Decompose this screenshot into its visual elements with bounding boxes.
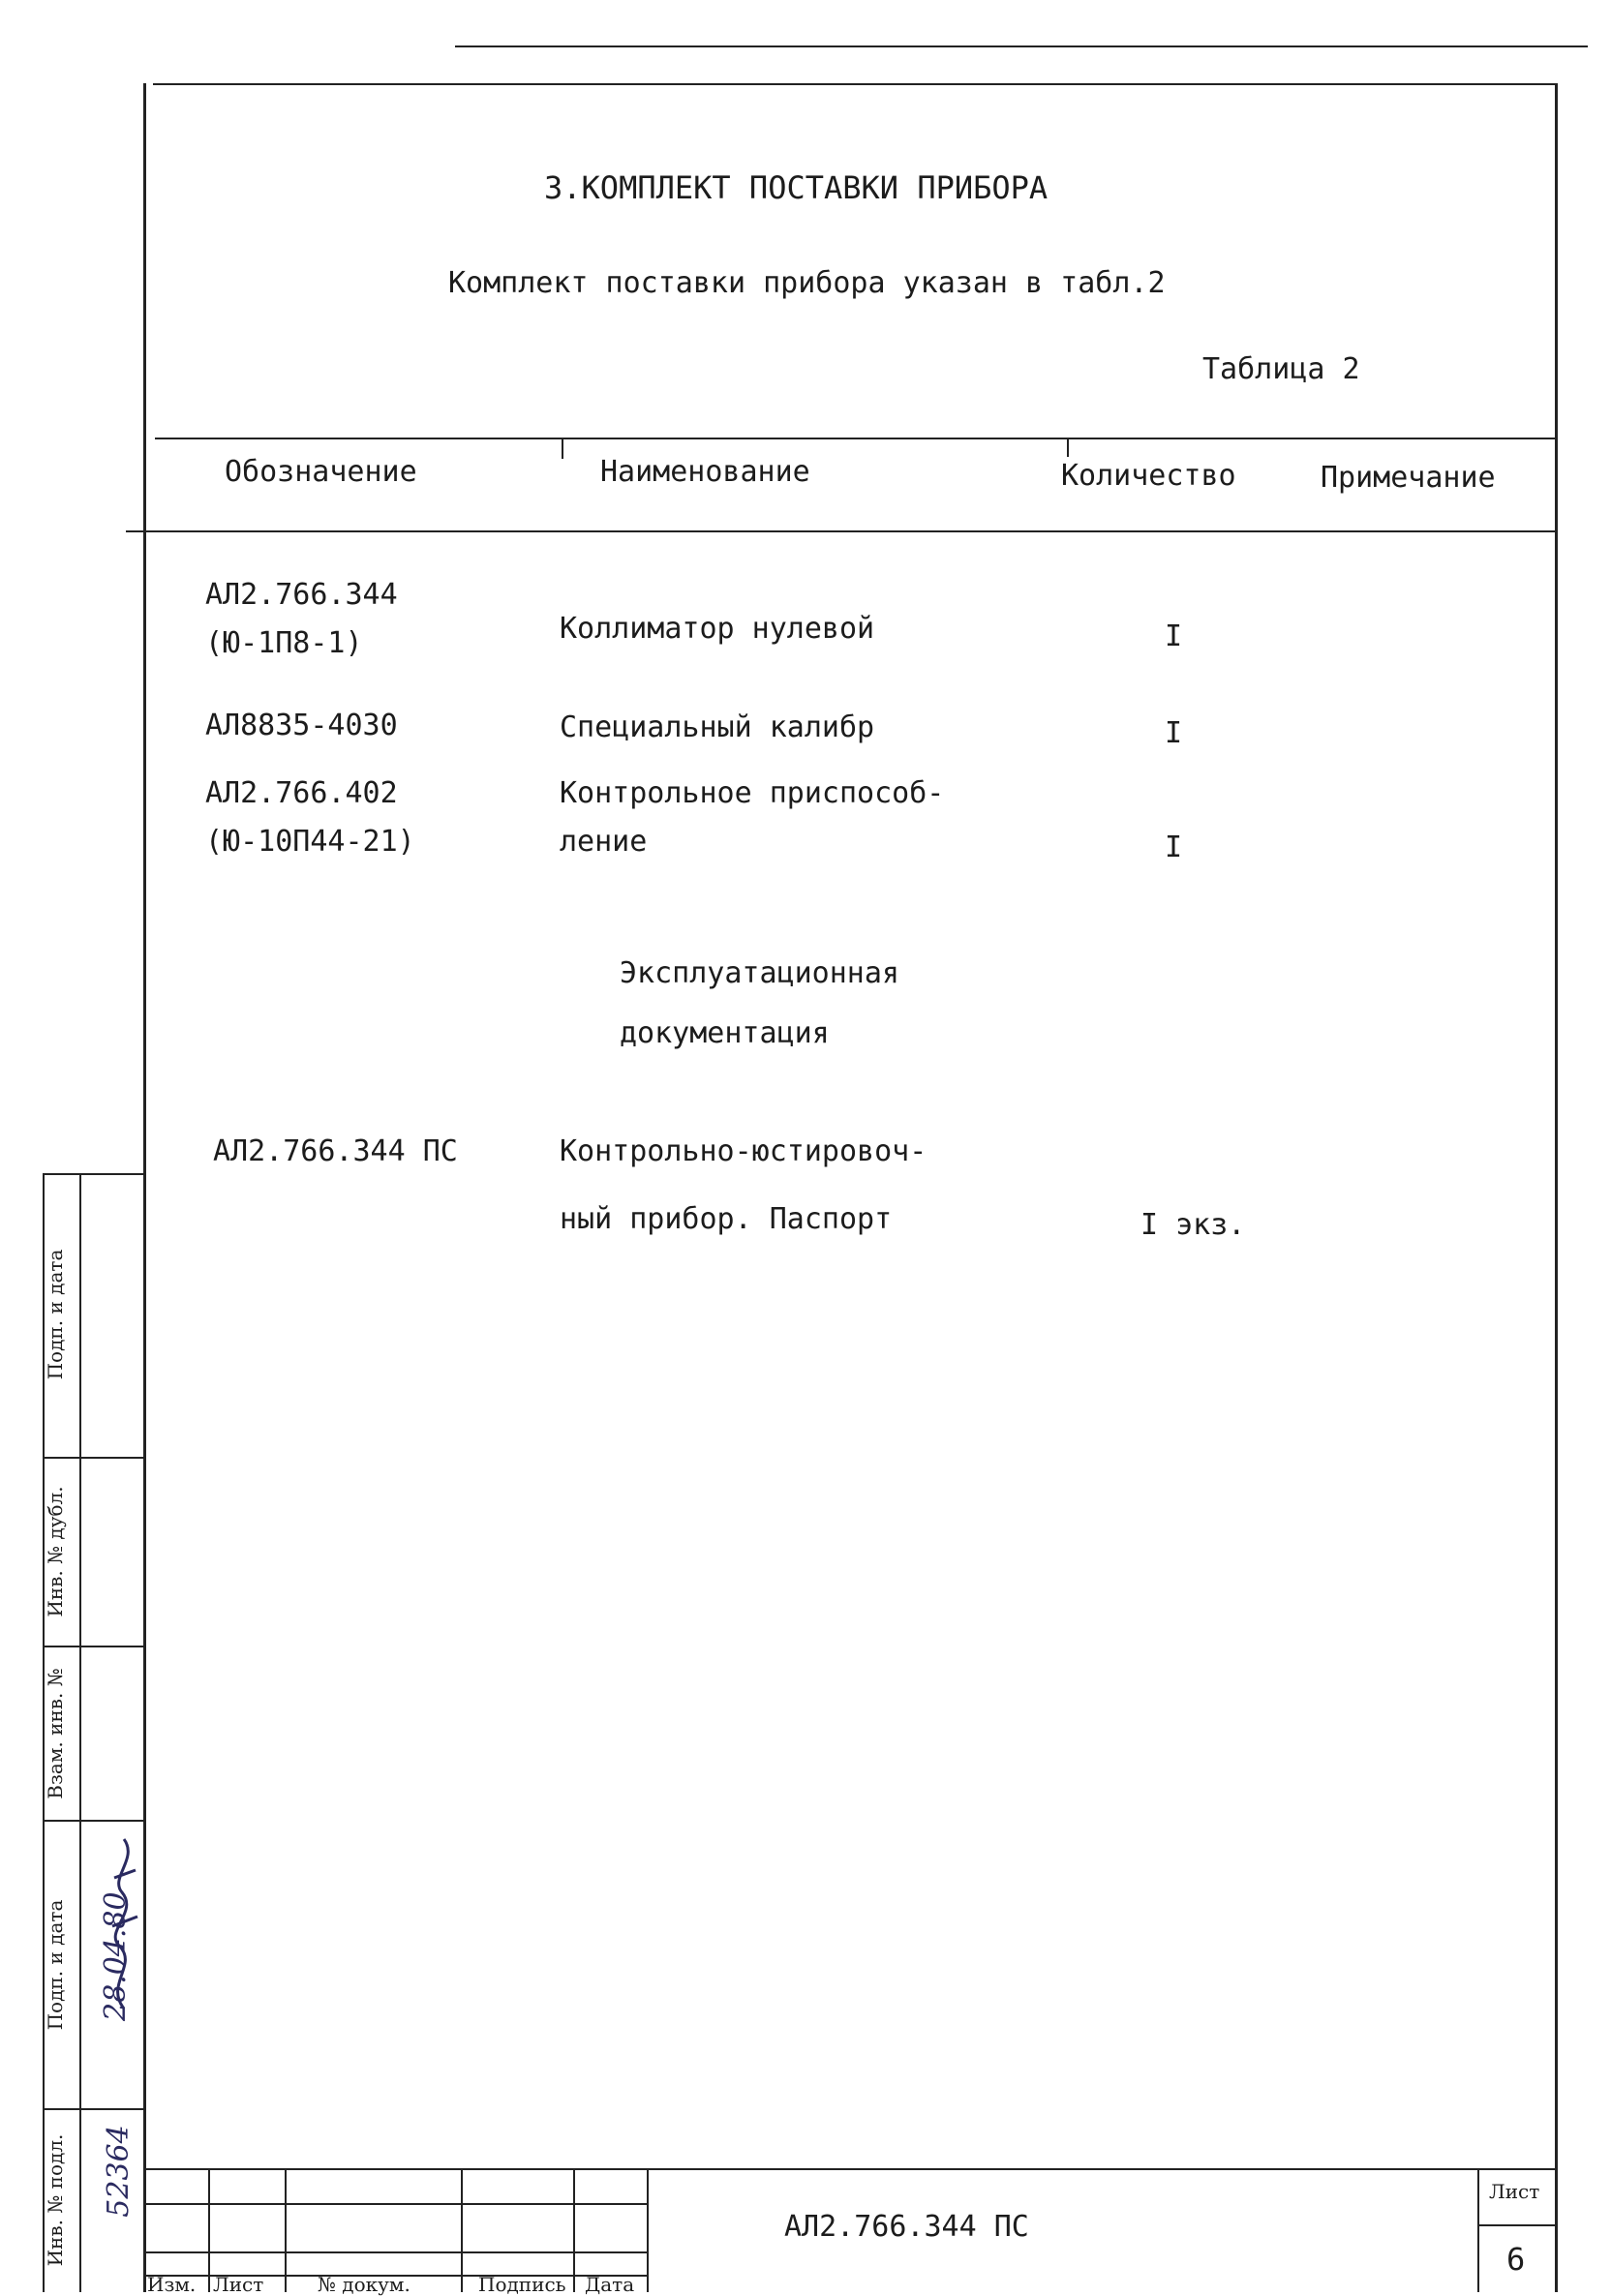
section-heading-line-2: документация: [620, 1016, 830, 1050]
side-stamp-label-inv-dup: Инв. № дубл.: [44, 1486, 67, 1617]
handwritten-inventory-number: 52364: [102, 2125, 136, 2218]
row-1-quantity: I: [1165, 619, 1183, 653]
row-3-quantity: I: [1165, 831, 1183, 864]
side-stamp-sep-2: [43, 1646, 143, 1647]
title-block-col-5: [647, 2168, 649, 2292]
table-header-bottom-line: [126, 530, 1555, 532]
title-block-col-doc-number: № докум.: [318, 2273, 410, 2296]
column-header-note: Примечание: [1321, 461, 1496, 495]
title-block-top: [143, 2168, 1557, 2170]
side-stamp-sep-1: [43, 1457, 143, 1459]
row-3-name-line-2: ление: [560, 825, 648, 859]
frame-right: [1555, 83, 1558, 2292]
row-3-name-line-1: Контрольное приспособ-: [560, 776, 945, 810]
row-3-designation-line-2: (Ю-10П44-21): [205, 825, 415, 859]
title-block-col-4: [573, 2168, 575, 2292]
intro-text: Комплект поставки прибора указан в табл.2: [448, 266, 1166, 300]
sheet-label: Лист: [1489, 2180, 1540, 2203]
row-2-quantity: I: [1165, 716, 1183, 750]
sheet-number: 6: [1506, 2241, 1526, 2278]
title-block-col-change: Изм.: [147, 2273, 197, 2296]
side-stamp-label-inv-orig: Инв. № подл.: [44, 2133, 67, 2267]
frame-top: [153, 83, 1557, 85]
table-header-top-line: [155, 438, 1555, 439]
top-scan-line: [455, 45, 1588, 47]
title-block-col-1: [208, 2168, 210, 2292]
table-header-col-tick: [1067, 438, 1069, 457]
title-block-col-date: Дата: [585, 2273, 635, 2296]
title-block-row-line-2: [143, 2251, 647, 2253]
doc-row-designation: АЛ2.766.344 ПС: [213, 1134, 458, 1168]
side-stamp-label-sign-date-bottom: Подп. и дата: [44, 1899, 67, 2031]
side-stamp-inner-divider: [79, 1173, 81, 2292]
side-stamp-label-repl-inv: Взам. инв. №: [44, 1668, 67, 1799]
sheet-box-left: [1477, 2168, 1479, 2292]
title-block-col-signature: Подпись: [478, 2273, 566, 2296]
title-block-col-2: [285, 2168, 287, 2292]
table-label: Таблица 2: [1202, 352, 1360, 386]
title-block-row-line-1: [143, 2203, 647, 2205]
handwritten-date: 28.04.80: [99, 1891, 133, 2021]
doc-row-name-line-1: Контрольно-юстировоч-: [560, 1134, 927, 1168]
section-heading-line-1: Эксплуатационная: [620, 956, 899, 990]
doc-row-quantity: I экз.: [1140, 1208, 1246, 1242]
handwritten-signature: [95, 1820, 153, 2013]
row-1-designation-line-2: (Ю-1П8-1): [205, 626, 363, 660]
column-header-quantity: Количество: [1061, 459, 1236, 493]
side-stamp-sep-4: [43, 2108, 143, 2110]
row-2-designation: АЛ8835-4030: [205, 709, 398, 742]
side-stamp-label-sign-date-top: Подп. и дата: [44, 1249, 67, 1380]
row-3-designation-line-1: АЛ2.766.402: [205, 776, 398, 810]
row-1-name: Коллиматор нулевой: [560, 612, 875, 646]
title-block-col-sheet: Лист: [213, 2273, 264, 2296]
title-block-col-3: [461, 2168, 463, 2292]
row-2-name: Специальный калибр: [560, 710, 875, 744]
side-stamp-top: [43, 1173, 143, 1175]
doc-row-name-line-2: ный прибор. Паспорт: [560, 1202, 893, 1236]
page-title: 3.КОМПЛЕКТ ПОСТАВКИ ПРИБОРА: [544, 169, 1049, 206]
table-header-col-tick: [562, 438, 563, 459]
title-block-doc-code: АЛ2.766.344 ПС: [784, 2210, 1029, 2244]
sheet-box-divider: [1477, 2224, 1555, 2226]
column-header-designation: Обозначение: [225, 455, 417, 489]
row-1-designation-line-1: АЛ2.766.344: [205, 578, 398, 612]
column-header-name: Наименование: [600, 455, 810, 489]
